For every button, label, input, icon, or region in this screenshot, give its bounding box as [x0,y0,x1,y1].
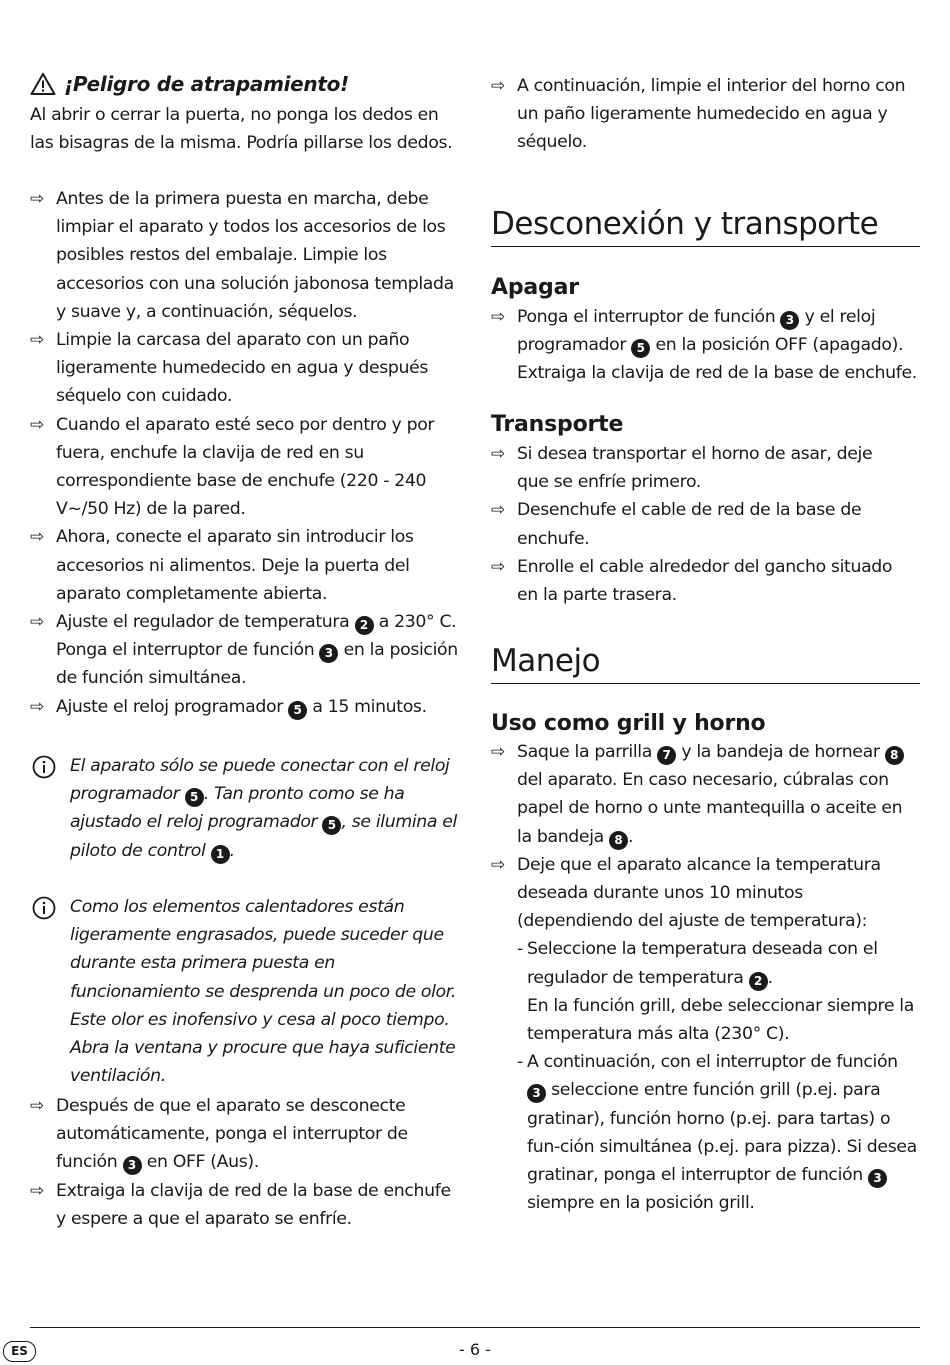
step-text: Ajuste el reloj programador [56,696,283,717]
sub-list-item [491,935,920,1048]
list-item [491,553,903,609]
step-text: en OFF (Aus). [146,1152,259,1173]
step-text: y el reloj programador [517,307,876,356]
arrow-icon: ⇨ [491,76,505,96]
setup-steps [30,185,462,721]
warning-heading [30,70,349,98]
number-badge: 8 [885,746,904,765]
number-badge: 8 [609,831,628,850]
section-title-manejo: Manejo [491,641,920,684]
list-item [30,1177,462,1233]
step-text: Limpie la carcasa del aparato con un paño ligeramente humedecido en agua y después séquelo con cuidado. [56,330,429,407]
info-icon [32,896,56,920]
step-text: En la función grill, debe seleccionar siempre la temperatura más alta (230° C). [527,995,914,1045]
info-text: . [229,840,235,861]
step-text: en la posición de función simultánea. [56,640,458,689]
number-badge: 3 [319,644,338,663]
subsection-title-uso: Uso como grill y horno [491,711,766,736]
page-number: - 6 - [459,1340,491,1359]
list-item [30,185,462,326]
info-icon [32,755,56,779]
info-note-2 [30,893,462,1090]
step-text: Desenchufe el cable de red de la base de enchufe. [517,500,862,549]
step-text: Extraiga la clavija de red de la base de enchufe y espere a que el aparato se enfríe. [56,1180,451,1229]
subsection-title-apagar: Apagar [491,275,579,300]
info-note-1 [30,752,462,865]
section-title-desconexion: Desconexión y transporte [491,204,920,247]
list-item [30,411,462,524]
number-badge: 5 [322,816,341,835]
list-item [491,496,903,552]
list-item [491,72,920,157]
step-text: Ajuste el regulador de temperatura [56,612,350,633]
step-text: a 15 minutos. [312,696,427,717]
usage-steps [491,738,920,1217]
step-text: Enrolle el cable alrededor del gancho situado en la parte trasera. [517,556,893,606]
info-text: El aparato sólo se puede conectar con el reloj programador [70,756,450,805]
arrow-icon: ⇨ [30,696,44,717]
number-badge: 1 [211,845,230,864]
arrow-icon: ⇨ [30,1180,44,1201]
list-item [491,440,903,496]
list-item [30,693,462,721]
step-text: Saque la parrilla [517,742,653,762]
arrow-icon: ⇨ [30,527,44,548]
number-badge: 2 [749,972,768,991]
arrow-icon: ⇨ [30,414,44,435]
dash-marker: - [517,1052,523,1073]
list-item [491,738,920,851]
step-text: y la bandeja de hornear [681,742,880,762]
arrow-icon: ⇨ [30,1096,44,1116]
transport-steps [491,440,903,609]
shutdown-steps [30,1092,462,1233]
step-text: a 230° C. Ponga el interruptor de función [56,612,457,661]
step-text: seleccione entre función grill (p.ej. para gratinar), función horno (p.ej. para tartas) o fun-ción simultánea (p.ej. para pizza). Si desea gratinar, ponga el interruptor de función [527,1080,917,1186]
arrow-icon: ⇨ [30,612,44,633]
sub-list-item [491,1048,920,1217]
list-item [30,326,462,411]
list-item [30,608,462,693]
warning-text: Al abrir o cerrar la puerta, no ponga los dedos en las bisagras de la misma. Podría pillarse los dedos. [30,105,453,154]
info-text: . Tan pronto como se ha ajustado el reloj programador [70,784,405,833]
warning-triangle-icon [30,72,56,96]
list-item [491,303,922,388]
step-text: Seleccione la temperatura deseada con el regulador de temperatura [527,939,878,988]
number-badge: 3 [527,1084,546,1103]
number-badge: 5 [288,701,307,720]
subsection-title-transporte: Transporte [491,412,624,437]
step-text: en la posición OFF (apagado). Extraiga la clavija de red de la base de enchufe. [517,335,917,384]
number-badge: 5 [631,339,650,358]
step-text: Cuando el aparato esté seco por dentro y por fuera, enchufe la clavija de red en su correspondiente base de enchufe (220 - 240 V~/50 Hz) de la pared. [56,414,435,520]
language-badge: ES [3,1341,36,1362]
arrow-icon: ⇨ [491,742,505,762]
arrow-icon: ⇨ [491,444,505,464]
arrow-icon: ⇨ [30,189,44,209]
list-item [491,851,920,936]
step-text: Deje que el aparato alcance la temperatura deseada durante unos 10 minutos (dependiendo del ajuste de temperatura): [517,854,881,932]
number-badge: 2 [355,616,374,635]
step-text: . [628,826,634,847]
arrow-icon: ⇨ [491,500,505,521]
arrow-icon: ⇨ [491,307,505,327]
arrow-icon: ⇨ [491,556,505,577]
step-text: siempre en la posición grill. [527,1193,755,1214]
step-text: Ahora, conecte el aparato sin introducir los accesorios ni alimentos. Deje la puerta del aparato completamente abierta. [56,527,414,604]
list-item [30,523,462,608]
step-text: A continuación, con el interruptor de función [527,1052,898,1073]
footer-divider [30,1327,920,1328]
number-badge: 3 [123,1156,142,1175]
step-text: Ponga el interruptor de función [517,307,776,327]
info-text: , se ilumina el piloto de control [70,812,458,861]
step-text: Después de que el aparato se desconecte automáticamente, ponga el interruptor de función [56,1096,408,1173]
info-text: Como los elementos calentadores están ligeramente engrasados, puede suceder que durante esta primera puesta en funcionamiento se desprenda un poco de olor. Este olor es inofensivo y cesa al poco tiempo. Abra la ventana y procure que haya suficiente ventilación. [70,897,457,1087]
warning-title: ¡Peligro de atrapamiento! [64,72,349,96]
number-badge: 5 [185,788,204,807]
step-text: . [767,967,773,988]
step-text: Si desea transportar el horno de asar, deje que se enfríe primero. [517,444,873,493]
step-text: A continuación, limpie el interior del horno con un paño ligeramente humedecido en agua y séquelo. [517,76,906,153]
number-badge: 7 [657,746,676,765]
list-item [30,1092,462,1177]
number-badge: 3 [780,311,799,330]
number-badge: 3 [868,1169,887,1188]
arrow-icon: ⇨ [30,330,44,351]
dash-marker: - [517,939,523,960]
step-text: Antes de la primera puesta en marcha, debe limpiar el aparato y todos los accesorios de los posibles restos del embalaje. Limpie los accesorios con una solución jabonosa templada y suave y, a continuación, séquelos. [56,189,454,322]
step-text: del aparato. En caso necesario, cúbralas con papel de horno o unte mantequilla o aceite en la bandeja [517,770,903,847]
arrow-icon: ⇨ [491,854,505,875]
